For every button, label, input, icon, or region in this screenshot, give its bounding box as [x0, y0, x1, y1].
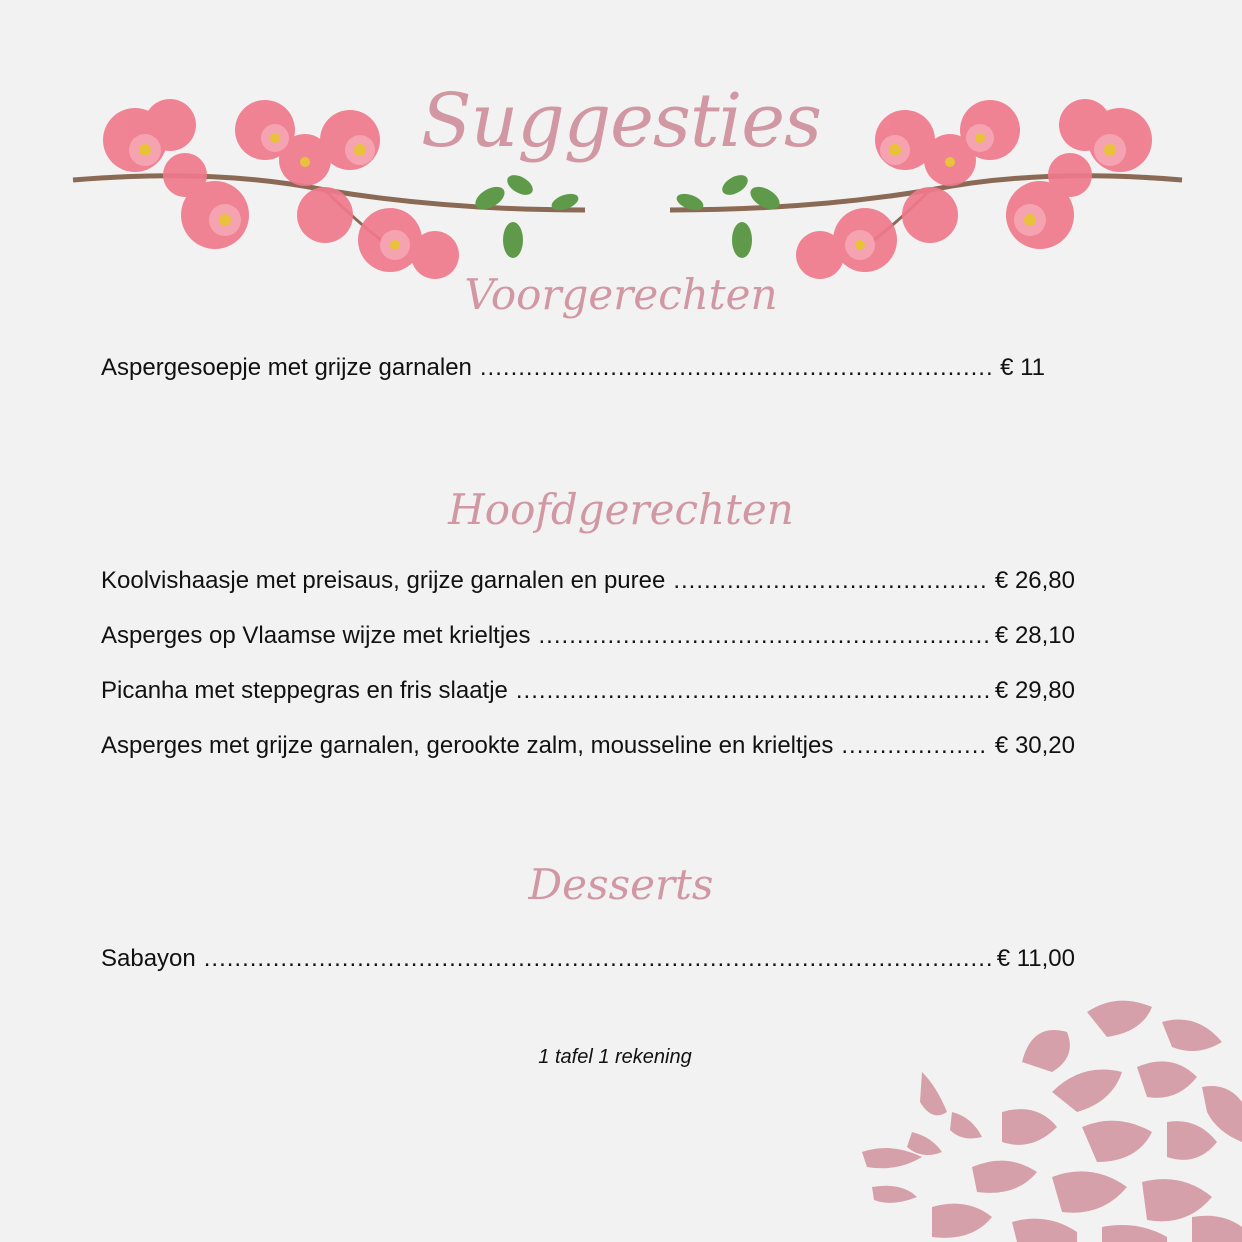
- menu-item-price: € 28,10: [994, 622, 1075, 649]
- page-title: Suggesties: [420, 78, 822, 164]
- menu-item-name: Aspergesoepje met grijze garnalen: [101, 354, 472, 381]
- menu-item: [101, 945, 1075, 979]
- dot-leader: [480, 354, 994, 382]
- section-heading-desserts: Desserts: [528, 860, 714, 909]
- menu-item: [101, 677, 1075, 711]
- menu-item: [101, 622, 1075, 656]
- menu-item-price: € 30,20: [994, 732, 1075, 759]
- section-heading-voorgerechten: Voorgerechten: [464, 270, 778, 319]
- section-heading-hoofdgerechten: Hoofdgerechten: [448, 485, 794, 534]
- menu-item-name: Asperges met grijze garnalen, gerookte zalm, mousseline en krieltjes: [101, 732, 834, 759]
- menu-item-name: Picanha met steppegras en fris slaatje: [101, 677, 508, 704]
- menu-item: [101, 567, 1075, 601]
- menu-item-name: Koolvishaasje met preisaus, grijze garnalen en puree: [101, 567, 666, 594]
- menu-item: [101, 354, 1045, 388]
- dot-leader: [204, 945, 991, 973]
- menu-item-price: € 11: [1000, 354, 1045, 381]
- menu-item-name: Sabayon: [101, 945, 196, 972]
- menu-item-name: Asperges op Vlaamse wijze met krieltjes: [101, 622, 531, 649]
- menu-item-price: € 11,00: [996, 945, 1075, 972]
- dot-leader: [539, 622, 989, 650]
- dot-leader: [841, 732, 989, 760]
- rose-stencil-icon: [852, 992, 1242, 1242]
- menu-item-price: € 29,80: [994, 677, 1075, 704]
- dot-leader: [673, 567, 989, 595]
- menu-item-price: € 26,80: [994, 567, 1075, 594]
- menu-item: [101, 732, 1075, 766]
- dot-leader: [516, 677, 989, 705]
- footnote: 1 tafel 1 rekening: [538, 1046, 692, 1068]
